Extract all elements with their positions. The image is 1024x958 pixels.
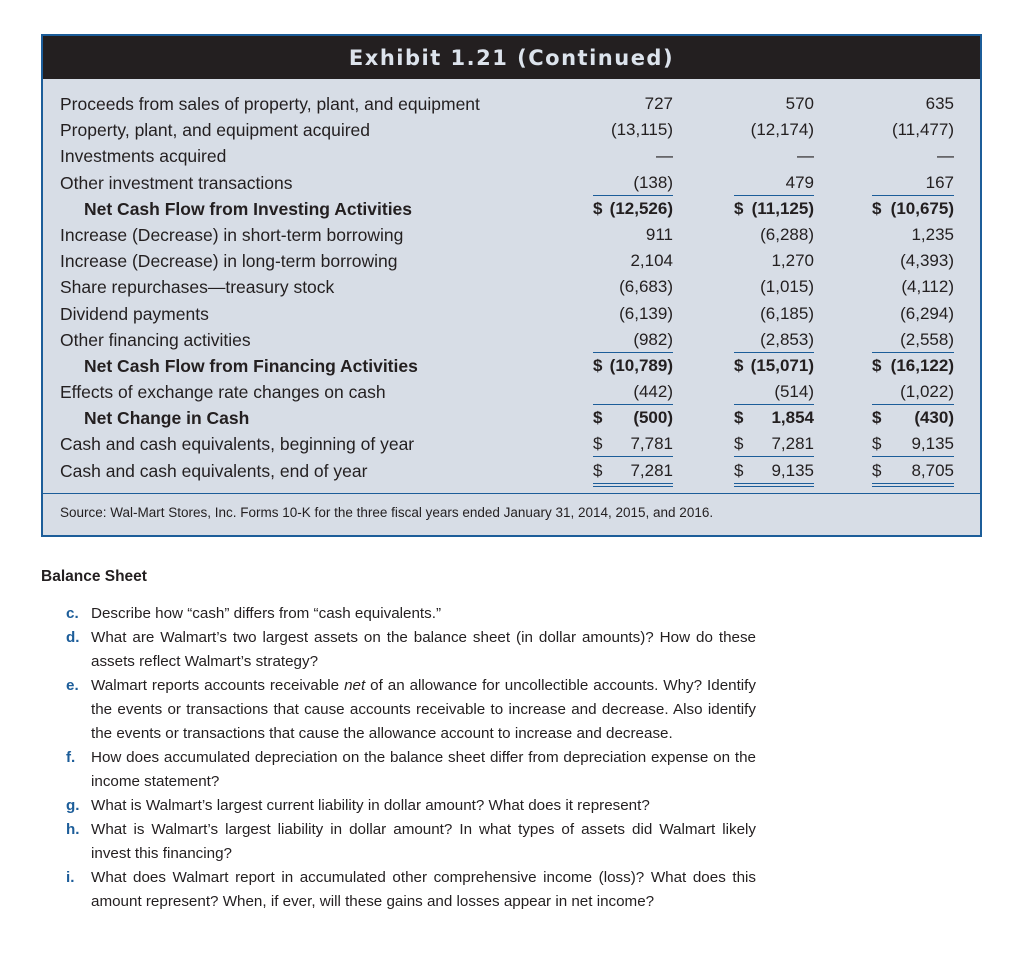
value-cell <box>593 459 673 487</box>
value-cell <box>734 302 814 326</box>
question-item <box>66 602 756 626</box>
table-row-total <box>43 353 980 379</box>
question-letter: e. <box>66 677 79 694</box>
cell-value: (12,526) <box>609 198 673 218</box>
row-label: Net Cash Flow from Financing Activities <box>84 355 418 376</box>
value-cell <box>734 223 814 247</box>
value-cell <box>734 328 814 353</box>
value-cell <box>734 275 814 299</box>
question-item <box>66 626 756 674</box>
question-text: What does Walmart report in accumulated other comprehensive income (loss)? What does this amount represent? When, if ever, will these gains and losses appear in net income? <box>91 869 756 910</box>
source-note <box>43 493 980 535</box>
value-cell <box>593 249 673 273</box>
value-cell <box>593 171 673 196</box>
value-cell <box>734 380 814 405</box>
cell-value: 635 <box>925 94 954 113</box>
cell-value: — <box>937 146 954 166</box>
row-label: Increase (Decrease) in short-term borrowing <box>60 224 404 245</box>
question-item <box>66 746 756 794</box>
currency-symbol: $ <box>872 460 882 480</box>
row-label: Effects of exchange rate changes on cash <box>60 382 386 403</box>
exhibit-header <box>43 36 980 79</box>
cell-value: (11,477) <box>891 120 954 140</box>
cell-value: 1,854 <box>771 408 814 428</box>
cell-value: 1,270 <box>771 251 814 271</box>
cell-value: (6,294) <box>900 303 954 323</box>
value-cell <box>872 275 954 299</box>
value-cell <box>734 459 814 487</box>
question-item <box>66 818 756 866</box>
currency-symbol: $ <box>593 408 603 428</box>
cell-value: 167 <box>925 172 954 192</box>
cell-value: 9,135 <box>771 460 814 480</box>
currency-symbol: $ <box>734 460 744 480</box>
currency-symbol: $ <box>872 434 882 454</box>
cell-value: (6,683) <box>619 277 673 297</box>
currency-symbol: $ <box>872 408 882 428</box>
value-cell <box>593 380 673 405</box>
value-cell <box>593 275 673 299</box>
row-label: Share repurchases—treasury stock <box>60 277 335 298</box>
cell-value: (514) <box>774 382 814 402</box>
cell-value: (13,115) <box>610 120 673 140</box>
cell-value: 9,135 <box>911 434 954 454</box>
cell-value: (2,558) <box>900 329 954 349</box>
cell-value: (1,022) <box>900 382 954 402</box>
value-cell <box>593 328 673 353</box>
cell-value: (10,675) <box>890 198 954 218</box>
cell-value: (2,853) <box>760 329 814 349</box>
value-cell <box>734 249 814 273</box>
table-row <box>43 327 980 353</box>
exhibit-panel <box>41 34 982 537</box>
value-cell <box>872 118 954 142</box>
currency-symbol: $ <box>593 355 603 375</box>
value-cell <box>734 406 814 430</box>
row-label: Proceeds from sales of property, plant, and equipment <box>60 94 480 114</box>
currency-symbol: $ <box>593 434 603 454</box>
value-cell <box>872 92 954 116</box>
value-cell <box>872 354 954 378</box>
value-cell <box>872 380 954 405</box>
cell-value: (6,185) <box>760 303 814 323</box>
row-label: Property, plant, and equipment acquired <box>60 120 371 141</box>
table-row <box>43 379 980 405</box>
question-letter: f. <box>66 749 76 766</box>
table-row <box>43 170 980 196</box>
cell-value: (6,139) <box>619 303 673 323</box>
cell-value: (1,015) <box>760 277 814 297</box>
question-text: What are Walmart’s two largest assets on the balance sheet (in dollar amounts)? How do these assets reflect Walmart’s strategy? <box>91 629 756 670</box>
value-cell <box>872 171 954 196</box>
question-item <box>66 866 756 914</box>
table-row <box>43 301 980 327</box>
question-text: What is Walmart’s largest liability in dollar amount? In what types of assets did Walmart likely invest this financing? <box>91 821 756 862</box>
section-heading: Balance Sheet <box>41 568 147 585</box>
table-row <box>43 91 980 117</box>
value-cell <box>872 302 954 326</box>
question-text-part: Walmart reports accounts receivable <box>91 677 345 694</box>
table-row-total <box>43 405 980 431</box>
row-label: Other investment transactions <box>60 172 293 193</box>
cell-value: (442) <box>633 382 673 402</box>
cell-value: (16,122) <box>890 355 954 375</box>
value-cell <box>872 197 954 221</box>
table-row <box>43 458 980 484</box>
table-row <box>43 274 980 300</box>
cell-value: (10,789) <box>609 355 673 375</box>
question-emphasis: net <box>344 677 366 694</box>
row-label: Cash and cash equivalents, beginning of year <box>60 434 415 455</box>
value-cell <box>872 144 954 168</box>
cell-value: (11,125) <box>751 198 814 218</box>
question-text: Describe how “cash” differs from “cash equivalents.” <box>91 605 442 622</box>
question-text-part: of an allowance for uncollectible accounts. Why? Identify the events or transactions that cause accounts receivable to increase and decrease. Also identify the events or transactions that cause the allowance account to increase and decrease. <box>91 677 756 742</box>
currency-symbol: $ <box>593 460 603 480</box>
value-cell <box>872 249 954 273</box>
currency-symbol: $ <box>734 198 744 218</box>
value-cell <box>734 144 814 168</box>
cell-value: 727 <box>644 94 673 113</box>
cell-value: 570 <box>785 94 814 113</box>
source-text: Source: Wal-Mart Stores, Inc. Forms 10-K for the three fiscal years ended January 31, 2014, 2015, and 2016. <box>60 505 714 520</box>
value-cell <box>734 432 814 457</box>
cell-value: 2,104 <box>630 251 673 271</box>
currency-symbol: $ <box>734 355 744 375</box>
question-list <box>66 602 756 914</box>
cell-value: 911 <box>645 224 673 244</box>
cell-value: (4,112) <box>901 277 954 297</box>
row-label: Dividend payments <box>60 303 209 324</box>
value-cell <box>734 92 814 116</box>
value-cell <box>734 118 814 142</box>
row-label: Cash and cash equivalents, end of year <box>60 460 368 481</box>
cell-value: 1,235 <box>911 224 954 244</box>
question-letter: c. <box>66 605 79 622</box>
cash-flow-table <box>43 91 980 484</box>
row-label: Net Change in Cash <box>84 408 250 429</box>
table-row <box>43 117 980 143</box>
cell-value: 7,781 <box>630 434 673 454</box>
cell-value: (138) <box>633 172 673 192</box>
question-text: What is Walmart’s largest current liability in dollar amount? What does it represent? <box>91 797 650 814</box>
row-label: Net Cash Flow from Investing Activities <box>84 198 413 219</box>
value-cell <box>593 223 673 247</box>
value-cell <box>593 354 673 378</box>
cell-value: (500) <box>633 408 673 428</box>
question-letter: d. <box>66 629 80 646</box>
exhibit-title: Exhibit 1.21 (Continued) <box>348 45 675 70</box>
question-item <box>66 794 756 818</box>
value-cell <box>593 302 673 326</box>
table-row <box>43 222 980 248</box>
table-row-total <box>43 196 980 222</box>
question-letter: h. <box>66 821 80 838</box>
cell-value: 8,705 <box>911 460 954 480</box>
value-cell <box>872 459 954 487</box>
value-cell <box>593 144 673 168</box>
cell-value: 7,281 <box>630 460 673 480</box>
row-label: Other financing activities <box>60 329 251 350</box>
question-letter: i. <box>66 869 75 886</box>
cell-value: — <box>797 146 814 166</box>
row-label: Increase (Decrease) in long-term borrowing <box>60 251 398 272</box>
value-cell <box>872 223 954 247</box>
value-cell <box>593 197 673 221</box>
value-cell <box>593 118 673 142</box>
question-item <box>66 674 756 746</box>
currency-symbol: $ <box>872 198 882 218</box>
currency-symbol: $ <box>734 434 744 454</box>
value-cell <box>734 354 814 378</box>
table-row <box>43 143 980 169</box>
value-cell <box>593 432 673 457</box>
value-cell <box>593 406 673 430</box>
row-label: Investments acquired <box>60 146 227 167</box>
currency-symbol: $ <box>872 355 882 375</box>
value-cell <box>593 92 673 116</box>
cell-value: — <box>656 146 673 166</box>
cell-value: (982) <box>633 329 673 349</box>
cell-value: (4,393) <box>900 251 954 271</box>
cell-value: (6,288) <box>760 224 814 244</box>
cell-value: (15,071) <box>750 355 814 375</box>
cell-value: (430) <box>914 408 954 428</box>
value-cell <box>734 197 814 221</box>
question-text: How does accumulated depreciation on the balance sheet differ from depreciation expense on the income statement? <box>91 749 756 790</box>
cell-value: (12,174) <box>750 120 814 140</box>
currency-symbol: $ <box>734 408 744 428</box>
table-row <box>43 431 980 457</box>
value-cell <box>734 171 814 196</box>
table-row <box>43 248 980 274</box>
value-cell <box>872 432 954 457</box>
question-text <box>91 674 756 746</box>
cell-value: 7,281 <box>771 434 814 454</box>
value-cell <box>872 406 954 430</box>
question-letter: g. <box>66 797 80 814</box>
currency-symbol: $ <box>593 198 603 218</box>
value-cell <box>872 328 954 353</box>
cell-value: 479 <box>785 172 814 192</box>
